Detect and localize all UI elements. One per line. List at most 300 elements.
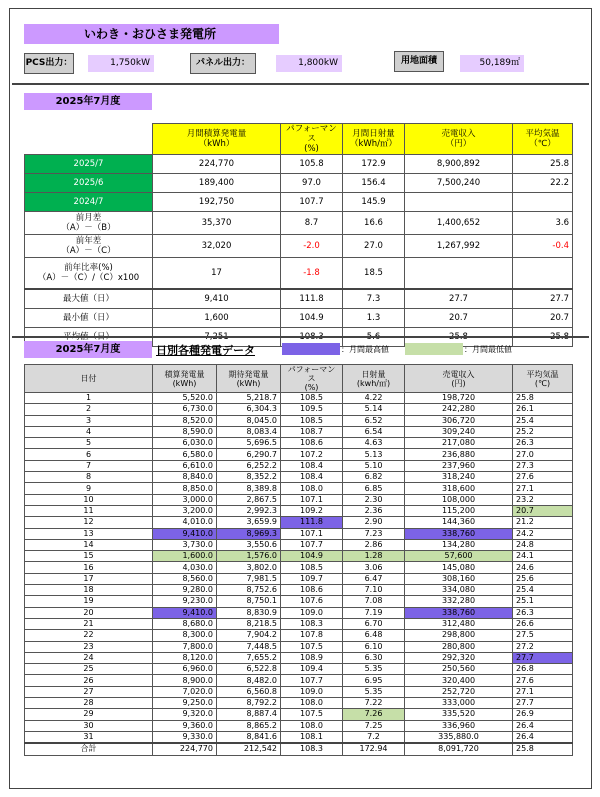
daily-cell: 237,960 — [405, 460, 513, 471]
daily-cell: 7.10 — [343, 585, 405, 596]
daily-cell: 108.9 — [281, 652, 343, 663]
table-row — [25, 675, 573, 686]
daily-cell: 24.6 — [513, 562, 573, 573]
daily-cell: 8,560.0 — [153, 573, 217, 584]
daily-cell: 280,800 — [405, 641, 513, 652]
day-cell: 23 — [25, 641, 153, 652]
legend-max-label: ：月間最高値 — [341, 345, 389, 354]
daily-header-cell: 売電収入 (円) — [405, 365, 513, 393]
summary-row-label: 前年比率(%) （A）－（C）/（C）x100 — [25, 258, 153, 290]
daily-cell: 27.6 — [513, 472, 573, 483]
daily-cell: 6.82 — [343, 472, 405, 483]
day-cell: 26 — [25, 675, 153, 686]
daily-cell: 6.30 — [343, 652, 405, 663]
day-cell: 21 — [25, 618, 153, 629]
summary-cell: 35,370 — [153, 212, 281, 235]
day-cell: 19 — [25, 596, 153, 607]
summary-row-label: 2025/7 — [25, 155, 153, 174]
summary-cell: 105.8 — [281, 155, 343, 174]
daily-cell: 3,730.0 — [153, 539, 217, 550]
day-cell: 20 — [25, 607, 153, 618]
daily-header-row — [25, 365, 573, 393]
daily-cell: 26.3 — [513, 607, 573, 618]
daily-cell: 27.0 — [513, 449, 573, 460]
daily-cell: 4,010.0 — [153, 517, 217, 528]
table-row — [25, 393, 573, 404]
day-cell: 9 — [25, 483, 153, 494]
daily-cell: 27.2 — [513, 641, 573, 652]
daily-cell: 5,520.0 — [153, 393, 217, 404]
summary-row-label: 2024/7 — [25, 193, 153, 212]
daily-cell: 9,320.0 — [153, 709, 217, 720]
daily-cell: 8,752.6 — [217, 585, 281, 596]
daily-cell: 8,352.2 — [217, 472, 281, 483]
daily-cell: 26.8 — [513, 664, 573, 675]
summary-cell: 156.4 — [343, 174, 405, 193]
daily-cell: 5.14 — [343, 404, 405, 415]
daily-cell: 8,482.0 — [217, 675, 281, 686]
day-cell: 24 — [25, 652, 153, 663]
table-row — [25, 709, 573, 720]
total-cell: 25.8 — [513, 743, 573, 755]
daily-cell: 334,080 — [405, 585, 513, 596]
daily-cell: 6.48 — [343, 630, 405, 641]
day-cell: 15 — [25, 551, 153, 562]
daily-cell: 109.4 — [281, 664, 343, 675]
daily-cell: 27.6 — [513, 675, 573, 686]
daily-cell: 9,410.0 — [153, 528, 217, 539]
daily-cell: 107.1 — [281, 528, 343, 539]
daily-cell: 8,590.0 — [153, 426, 217, 437]
daily-cell: 23.2 — [513, 494, 573, 505]
summary-cell: 32,020 — [153, 235, 281, 258]
daily-cell: 6,290.7 — [217, 449, 281, 460]
daily-cell: 8,045.0 — [217, 415, 281, 426]
summary-cell: 107.7 — [281, 193, 343, 212]
summary-cell: 1,400,652 — [405, 212, 513, 235]
daily-cell: 109.5 — [281, 404, 343, 415]
day-cell: 29 — [25, 709, 153, 720]
summary-cell: 27.7 — [513, 289, 573, 309]
summary-row — [25, 309, 573, 328]
daily-cell: 7.22 — [343, 698, 405, 709]
daily-cell: 5.10 — [343, 460, 405, 471]
daily-cell: 25.6 — [513, 573, 573, 584]
summary-cell: 145.9 — [343, 193, 405, 212]
summary-cell — [405, 258, 513, 290]
summary-table — [24, 123, 573, 347]
table-row — [25, 596, 573, 607]
day-cell: 14 — [25, 539, 153, 550]
table-row — [25, 686, 573, 697]
table-row — [25, 664, 573, 675]
pcs-output-value: 1,750kW — [88, 55, 154, 72]
daily-cell: 27.1 — [513, 686, 573, 697]
summary-row — [25, 193, 573, 212]
daily-cell: 109.2 — [281, 505, 343, 516]
daily-cell: 335,520 — [405, 709, 513, 720]
daily-cell: 7,020.0 — [153, 686, 217, 697]
daily-cell: 108.6 — [281, 585, 343, 596]
summary-header-cell: 月間積算発電量 （kWh） — [153, 124, 281, 155]
daily-cell: 107.1 — [281, 494, 343, 505]
day-cell: 17 — [25, 573, 153, 584]
daily-cell: 4.63 — [343, 438, 405, 449]
table-row — [25, 449, 573, 460]
daily-cell: 7,981.5 — [217, 573, 281, 584]
table-row — [25, 438, 573, 449]
daily-cell: 5.35 — [343, 664, 405, 675]
daily-cell: 6.10 — [343, 641, 405, 652]
day-cell: 28 — [25, 698, 153, 709]
summary-row-label: 最大値（日） — [25, 289, 153, 309]
table-row — [25, 528, 573, 539]
summary-row — [25, 289, 573, 309]
daily-cell: 26.4 — [513, 720, 573, 731]
daily-cell: 8,887.4 — [217, 709, 281, 720]
daily-cell: 5.13 — [343, 449, 405, 460]
daily-cell: 338,760 — [405, 528, 513, 539]
summary-cell: -1.8 — [281, 258, 343, 290]
summary-cell: 18.5 — [343, 258, 405, 290]
daily-cell: 25.1 — [513, 596, 573, 607]
daily-cell: 333,000 — [405, 698, 513, 709]
daily-cell: 335,880.0 — [405, 731, 513, 743]
daily-cell: 9,280.0 — [153, 585, 217, 596]
daily-cell: 318,600 — [405, 483, 513, 494]
daily-cell: 9,410.0 — [153, 607, 217, 618]
day-cell: 31 — [25, 731, 153, 743]
daily-header-cell: 日射量 (kwh/㎡) — [343, 365, 405, 393]
daily-cell: 6.47 — [343, 573, 405, 584]
daily-cell: 108.0 — [281, 698, 343, 709]
summary-row-label: 2025/6 — [25, 174, 153, 193]
daily-cell: 320,400 — [405, 675, 513, 686]
daily-cell: 8,840.0 — [153, 472, 217, 483]
day-cell: 7 — [25, 460, 153, 471]
summary-cell: 104.9 — [281, 309, 343, 328]
daily-cell: 115,200 — [405, 505, 513, 516]
daily-cell: 6.54 — [343, 426, 405, 437]
daily-cell: 25.4 — [513, 415, 573, 426]
table-row — [25, 539, 573, 550]
summary-cell: 1.3 — [343, 309, 405, 328]
summary-cell: 9,410 — [153, 289, 281, 309]
daily-cell: 108.4 — [281, 460, 343, 471]
daily-cell: 318,240 — [405, 472, 513, 483]
daily-cell: 2.86 — [343, 539, 405, 550]
land-area-label: 用地面積 — [394, 51, 444, 72]
day-cell: 13 — [25, 528, 153, 539]
daily-cell: 109.7 — [281, 573, 343, 584]
daily-cell: 8,969.3 — [217, 528, 281, 539]
day-cell: 4 — [25, 426, 153, 437]
daily-cell: 7.23 — [343, 528, 405, 539]
daily-cell: 252,720 — [405, 686, 513, 697]
daily-cell: 298,800 — [405, 630, 513, 641]
daily-cell: 3,000.0 — [153, 494, 217, 505]
legend-min-label: ：月間最低値 — [464, 345, 512, 354]
summary-header-cell: パフォーマンス (%) — [281, 124, 343, 155]
summary-cell: 22.2 — [513, 174, 573, 193]
summary-row-label: 前月差 （A）－（B） — [25, 212, 153, 235]
daily-cell: 9,330.0 — [153, 731, 217, 743]
daily-cell: 8,850.0 — [153, 483, 217, 494]
daily-cell: 108.6 — [281, 438, 343, 449]
daily-cell: 7.25 — [343, 720, 405, 731]
divider-top — [12, 83, 589, 85]
daily-cell: 27.1 — [513, 483, 573, 494]
daily-cell: 8,389.8 — [217, 483, 281, 494]
daily-cell: 145,080 — [405, 562, 513, 573]
panel-output-value: 1,800kW — [276, 55, 342, 72]
daily-cell: 111.8 — [281, 517, 343, 528]
day-cell: 11 — [25, 505, 153, 516]
daily-cell: 6,610.0 — [153, 460, 217, 471]
total-cell: 212,542 — [217, 743, 281, 755]
summary-cell: 111.8 — [281, 289, 343, 309]
daily-cell: 107.7 — [281, 539, 343, 550]
day-cell: 12 — [25, 517, 153, 528]
daily-cell: 7,655.2 — [217, 652, 281, 663]
legend-min-swatch — [405, 343, 463, 355]
daily-cell: 108.1 — [281, 731, 343, 743]
daily-cell: 8,300.0 — [153, 630, 217, 641]
daily-subtitle: 日別各種発電データ — [156, 344, 255, 357]
land-area-value: 50,189㎡ — [460, 55, 524, 72]
daily-cell: 5,218.7 — [217, 393, 281, 404]
daily-header-cell: 期待発電量 (kWh) — [217, 365, 281, 393]
daily-cell: 107.7 — [281, 675, 343, 686]
daily-cell: 9,230.0 — [153, 596, 217, 607]
summary-cell: 20.7 — [513, 309, 573, 328]
panel-output-label: パネル出力： — [190, 53, 256, 74]
daily-cell: 109.0 — [281, 686, 343, 697]
table-row — [25, 618, 573, 629]
table-row — [25, 585, 573, 596]
summary-cell: 7.3 — [343, 289, 405, 309]
daily-cell: 108.5 — [281, 393, 343, 404]
daily-cell: 308,160 — [405, 573, 513, 584]
daily-cell: 3,200.0 — [153, 505, 217, 516]
summary-cell: -2.0 — [281, 235, 343, 258]
total-cell: 108.3 — [281, 743, 343, 755]
daily-cell: 250,560 — [405, 664, 513, 675]
legend-max-swatch — [282, 343, 340, 355]
daily-cell: 108.5 — [281, 415, 343, 426]
daily-cell: 2.30 — [343, 494, 405, 505]
daily-cell: 24.8 — [513, 539, 573, 550]
daily-cell: 8,900.0 — [153, 675, 217, 686]
daily-cell: 108,000 — [405, 494, 513, 505]
total-label: 合計 — [25, 743, 153, 755]
daily-cell: 6,960.0 — [153, 664, 217, 675]
daily-cell: 8,083.4 — [217, 426, 281, 437]
daily-cell: 27.3 — [513, 460, 573, 471]
daily-cell: 26.3 — [513, 438, 573, 449]
daily-cell: 7.2 — [343, 731, 405, 743]
table-row — [25, 415, 573, 426]
summary-row — [25, 235, 573, 258]
summary-cell: 16.6 — [343, 212, 405, 235]
daily-cell: 5,696.5 — [217, 438, 281, 449]
daily-cell: 236,880 — [405, 449, 513, 460]
summary-cell: 8.7 — [281, 212, 343, 235]
day-cell: 1 — [25, 393, 153, 404]
daily-cell: 9,360.0 — [153, 720, 217, 731]
daily-cell: 26.4 — [513, 731, 573, 743]
daily-cell: 242,280 — [405, 404, 513, 415]
table-row — [25, 720, 573, 731]
daily-cell: 8,520.0 — [153, 415, 217, 426]
daily-cell: 26.9 — [513, 709, 573, 720]
daily-cell: 7.08 — [343, 596, 405, 607]
daily-cell: 336,960 — [405, 720, 513, 731]
summary-section-title: 2025年7月度 — [24, 93, 152, 110]
daily-cell: 3,802.0 — [217, 562, 281, 573]
daily-cell: 8,680.0 — [153, 618, 217, 629]
summary-cell: 97.0 — [281, 174, 343, 193]
daily-cell: 332,280 — [405, 596, 513, 607]
daily-cell: 24.1 — [513, 551, 573, 562]
daily-cell: 9,250.0 — [153, 698, 217, 709]
daily-cell: 27.7 — [513, 652, 573, 663]
daily-cell: 2,992.3 — [217, 505, 281, 516]
daily-cell: 4.22 — [343, 393, 405, 404]
summary-header-cell: 売電収入 （円） — [405, 124, 513, 155]
day-cell: 30 — [25, 720, 153, 731]
daily-cell: 6.85 — [343, 483, 405, 494]
daily-cell: 6,522.8 — [217, 664, 281, 675]
daily-cell: 1,576.0 — [217, 551, 281, 562]
day-cell: 8 — [25, 472, 153, 483]
daily-header-cell: 平均気温 (℃) — [513, 365, 573, 393]
day-cell: 27 — [25, 686, 153, 697]
summary-cell: 27.0 — [343, 235, 405, 258]
table-row — [25, 573, 573, 584]
summary-header-cell: 月間日射量 （kWh/㎡） — [343, 124, 405, 155]
daily-cell: 292,320 — [405, 652, 513, 663]
daily-cell: 6,560.8 — [217, 686, 281, 697]
page-title: いわき・おひさま発電所 — [24, 24, 279, 44]
table-row — [25, 426, 573, 437]
table-row — [25, 472, 573, 483]
daily-cell: 57,600 — [405, 551, 513, 562]
daily-cell: 2.36 — [343, 505, 405, 516]
daily-cell: 2.90 — [343, 517, 405, 528]
daily-cell: 6,730.0 — [153, 404, 217, 415]
summary-row-label: 最小値（日） — [25, 309, 153, 328]
daily-cell: 134,280 — [405, 539, 513, 550]
daily-cell: 6.70 — [343, 618, 405, 629]
summary-cell — [513, 193, 573, 212]
daily-cell: 108.0 — [281, 720, 343, 731]
day-cell: 5 — [25, 438, 153, 449]
daily-section-title: 2025年7月度 — [24, 341, 152, 358]
daily-cell: 27.7 — [513, 698, 573, 709]
summary-cell: 1,267,992 — [405, 235, 513, 258]
summary-cell: 172.9 — [343, 155, 405, 174]
daily-cell: 8,120.0 — [153, 652, 217, 663]
summary-cell: 8,900,892 — [405, 155, 513, 174]
daily-cell: 4,030.0 — [153, 562, 217, 573]
table-row — [25, 483, 573, 494]
daily-cell: 306,720 — [405, 415, 513, 426]
day-cell: 3 — [25, 415, 153, 426]
day-cell: 2 — [25, 404, 153, 415]
daily-cell: 24.2 — [513, 528, 573, 539]
summary-header-cell: 平均気温 （℃） — [513, 124, 573, 155]
total-cell: 224,770 — [153, 743, 217, 755]
daily-cell: 108.5 — [281, 562, 343, 573]
summary-cell: 224,770 — [153, 155, 281, 174]
summary-cell: 189,400 — [153, 174, 281, 193]
daily-cell: 108.7 — [281, 426, 343, 437]
daily-cell: 6,304.3 — [217, 404, 281, 415]
table-row — [25, 460, 573, 471]
summary-cell — [513, 258, 573, 290]
daily-cell: 8,792.2 — [217, 698, 281, 709]
day-cell: 6 — [25, 449, 153, 460]
summary-cell — [405, 193, 513, 212]
daily-cell: 104.9 — [281, 551, 343, 562]
daily-cell: 25.8 — [513, 393, 573, 404]
daily-cell: 25.2 — [513, 426, 573, 437]
daily-header-cell: 日付 — [25, 365, 153, 393]
daily-cell: 1.28 — [343, 551, 405, 562]
daily-cell: 6,030.0 — [153, 438, 217, 449]
day-cell: 16 — [25, 562, 153, 573]
summary-row — [25, 155, 573, 174]
daily-cell: 3,659.9 — [217, 517, 281, 528]
daily-cell: 27.5 — [513, 630, 573, 641]
day-cell: 18 — [25, 585, 153, 596]
summary-cell: 20.7 — [405, 309, 513, 328]
summary-cell: 25.8 — [513, 155, 573, 174]
daily-header-cell: パフォーマンス (%) — [281, 365, 343, 393]
daily-cell: 198,720 — [405, 393, 513, 404]
daily-cell: 8,750.1 — [217, 596, 281, 607]
daily-cell: 7.26 — [343, 709, 405, 720]
daily-cell: 309,240 — [405, 426, 513, 437]
summary-row — [25, 174, 573, 193]
table-row — [25, 607, 573, 618]
table-row — [25, 505, 573, 516]
daily-cell: 7,800.0 — [153, 641, 217, 652]
daily-cell: 107.2 — [281, 449, 343, 460]
daily-cell: 144,360 — [405, 517, 513, 528]
table-row — [25, 517, 573, 528]
summary-cell: 27.7 — [405, 289, 513, 309]
daily-cell: 6,252.2 — [217, 460, 281, 471]
summary-row — [25, 258, 573, 290]
daily-cell: 107.6 — [281, 596, 343, 607]
daily-cell: 217,080 — [405, 438, 513, 449]
total-row — [25, 743, 573, 755]
daily-cell: 108.3 — [281, 618, 343, 629]
daily-cell: 3,550.6 — [217, 539, 281, 550]
table-row — [25, 404, 573, 415]
daily-cell: 107.5 — [281, 709, 343, 720]
day-cell: 25 — [25, 664, 153, 675]
daily-cell: 21.2 — [513, 517, 573, 528]
daily-cell: 107.8 — [281, 630, 343, 641]
table-row — [25, 641, 573, 652]
table-row — [25, 551, 573, 562]
summary-cell: 17 — [153, 258, 281, 290]
daily-cell: 8,218.5 — [217, 618, 281, 629]
daily-cell: 7.19 — [343, 607, 405, 618]
